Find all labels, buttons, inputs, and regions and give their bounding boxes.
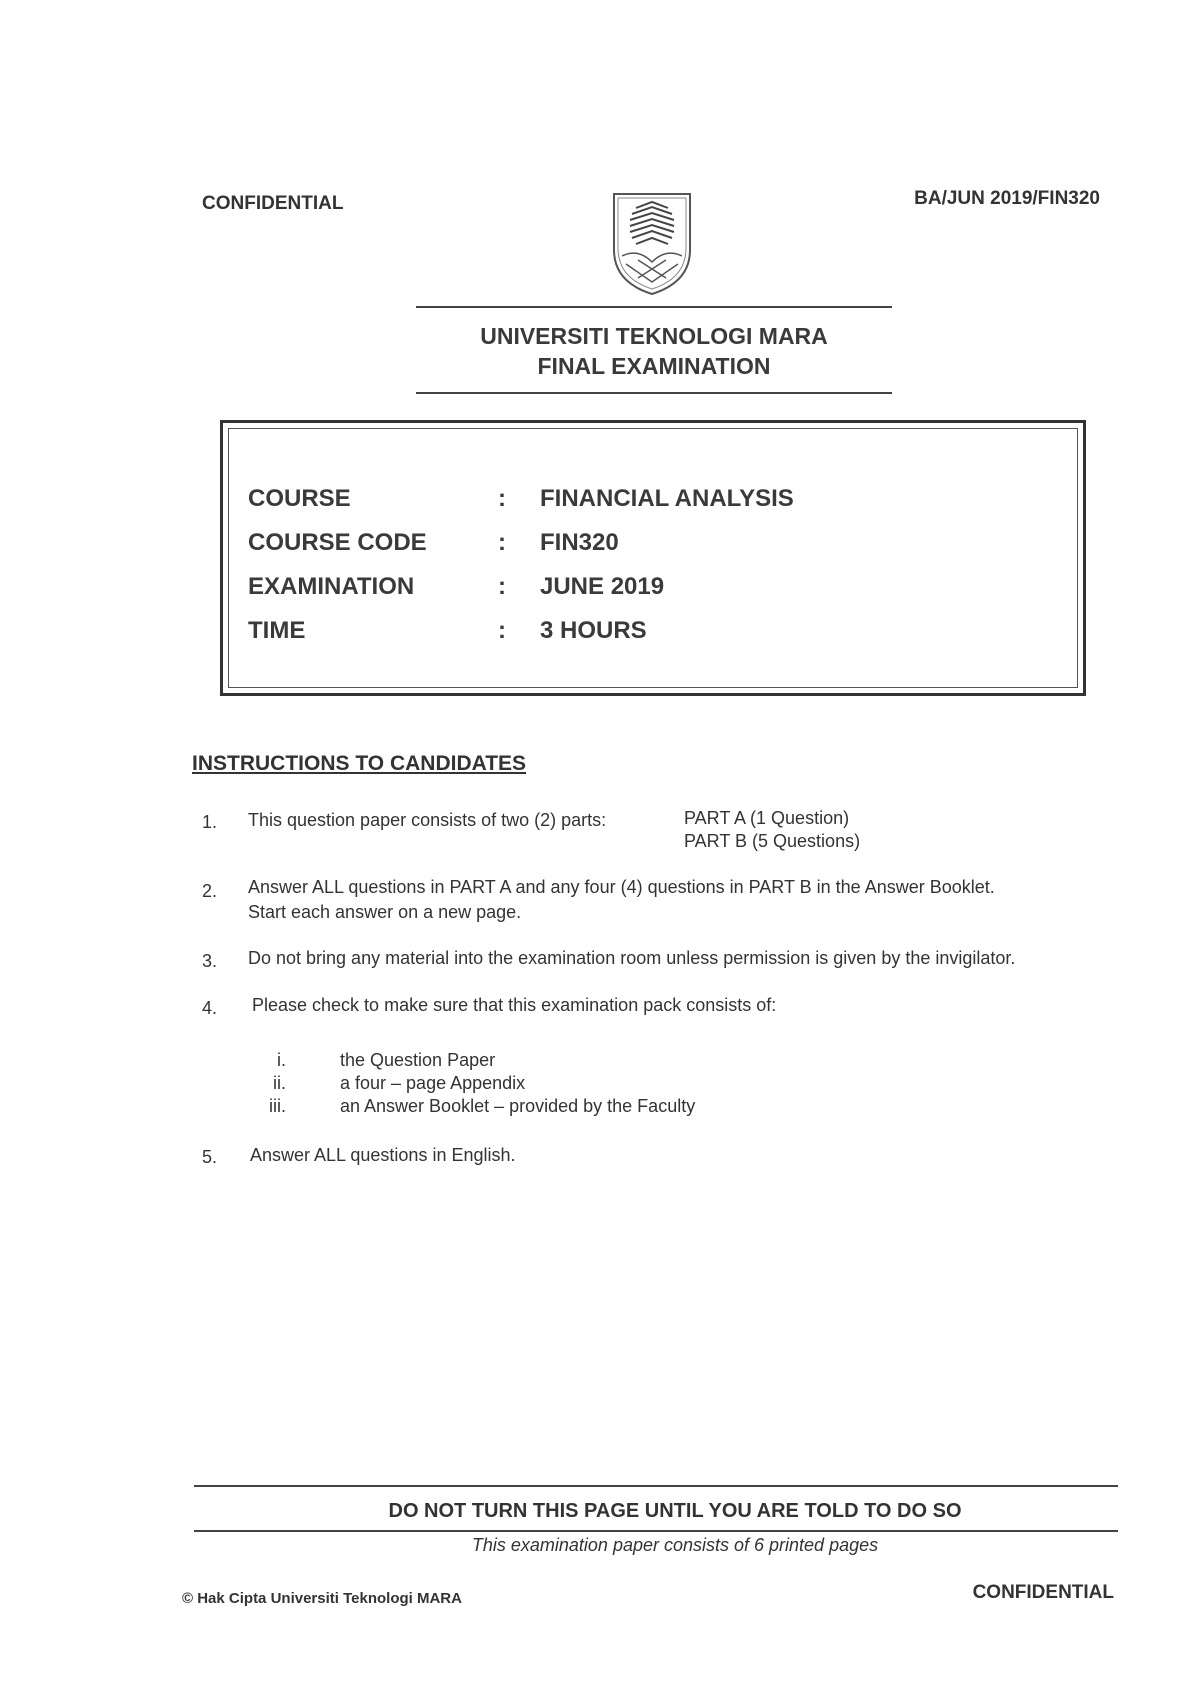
instruction-4-sub-1-number: i.	[277, 1050, 286, 1070]
copyright-notice: © Hak Cipta Universiti Teknologi MARA	[182, 1590, 462, 1607]
exam-type: FINAL EXAMINATION	[537, 353, 771, 379]
time-label: TIME	[248, 617, 306, 644]
instruction-1-part-b: PART B (5 Questions)	[684, 831, 861, 851]
instructions-heading: INSTRUCTIONS TO CANDIDATES	[192, 752, 527, 775]
instruction-3-number: 3.	[202, 951, 218, 971]
instruction-4-text: Please check to make sure that this examination pack consists of:	[252, 995, 777, 1015]
instruction-4-sub-3-text: an Answer Booklet – provided by the Faculty	[340, 1096, 696, 1116]
course-value: FINANCIAL ANALYSIS	[540, 485, 794, 512]
examination-colon: :	[498, 573, 506, 600]
instruction-1-number: 1.	[202, 812, 218, 832]
course-colon: :	[498, 485, 506, 512]
footer-top-rule	[194, 1485, 1118, 1487]
header-paper-code: BA/JUN 2019/FIN320	[914, 188, 1100, 209]
examination-label: EXAMINATION	[248, 573, 415, 600]
instruction-2-line2: Start each answer on a new page.	[248, 902, 522, 922]
printed-pages-note: This examination paper consists of 6 printed pages	[471, 1535, 879, 1555]
time-colon: :	[498, 617, 506, 644]
header-confidential: CONFIDENTIAL	[202, 193, 344, 214]
footer-confidential: CONFIDENTIAL	[972, 1582, 1114, 1603]
instruction-4-sub-1-text: the Question Paper	[340, 1050, 496, 1070]
instruction-5-number: 5.	[202, 1147, 218, 1167]
instruction-1-part-a: PART A (1 Question)	[684, 808, 850, 828]
instruction-4-sub-2-number: ii.	[273, 1073, 286, 1093]
instruction-4-sub-3-number: iii.	[269, 1096, 286, 1116]
course-label: COURSE	[248, 485, 351, 512]
time-value: 3 HOURS	[540, 617, 647, 644]
instruction-2-line1: Answer ALL questions in PART A and any four (4) questions in PART B in the Answer Booklet.	[248, 877, 995, 897]
instruction-2-number: 2.	[202, 881, 218, 901]
course-code-label: COURSE CODE	[248, 529, 427, 556]
course-info-box-inner-border	[228, 428, 1078, 688]
examination-value: JUNE 2019	[540, 573, 665, 600]
title-top-rule	[416, 306, 892, 308]
course-code-value: FIN320	[540, 529, 619, 556]
course-info-box	[220, 420, 1086, 696]
instruction-1-text: This question paper consists of two (2) parts:	[248, 810, 607, 830]
university-name: UNIVERSITI TEKNOLOGI MARA	[480, 323, 828, 349]
instruction-5-text: Answer ALL questions in English.	[250, 1145, 516, 1165]
university-crest-icon	[608, 190, 696, 296]
instruction-4-number: 4.	[202, 998, 218, 1018]
instruction-4-sub-2-text: a four – page Appendix	[340, 1073, 526, 1093]
do-not-turn-notice: DO NOT TURN THIS PAGE UNTIL YOU ARE TOLD TO DO SO	[388, 1500, 962, 1522]
course-code-colon: :	[498, 529, 506, 556]
title-bottom-rule	[416, 392, 892, 394]
footer-bottom-rule	[194, 1530, 1118, 1532]
instruction-3-text: Do not bring any material into the examination room unless permission is given by the invigilator.	[248, 948, 1016, 968]
